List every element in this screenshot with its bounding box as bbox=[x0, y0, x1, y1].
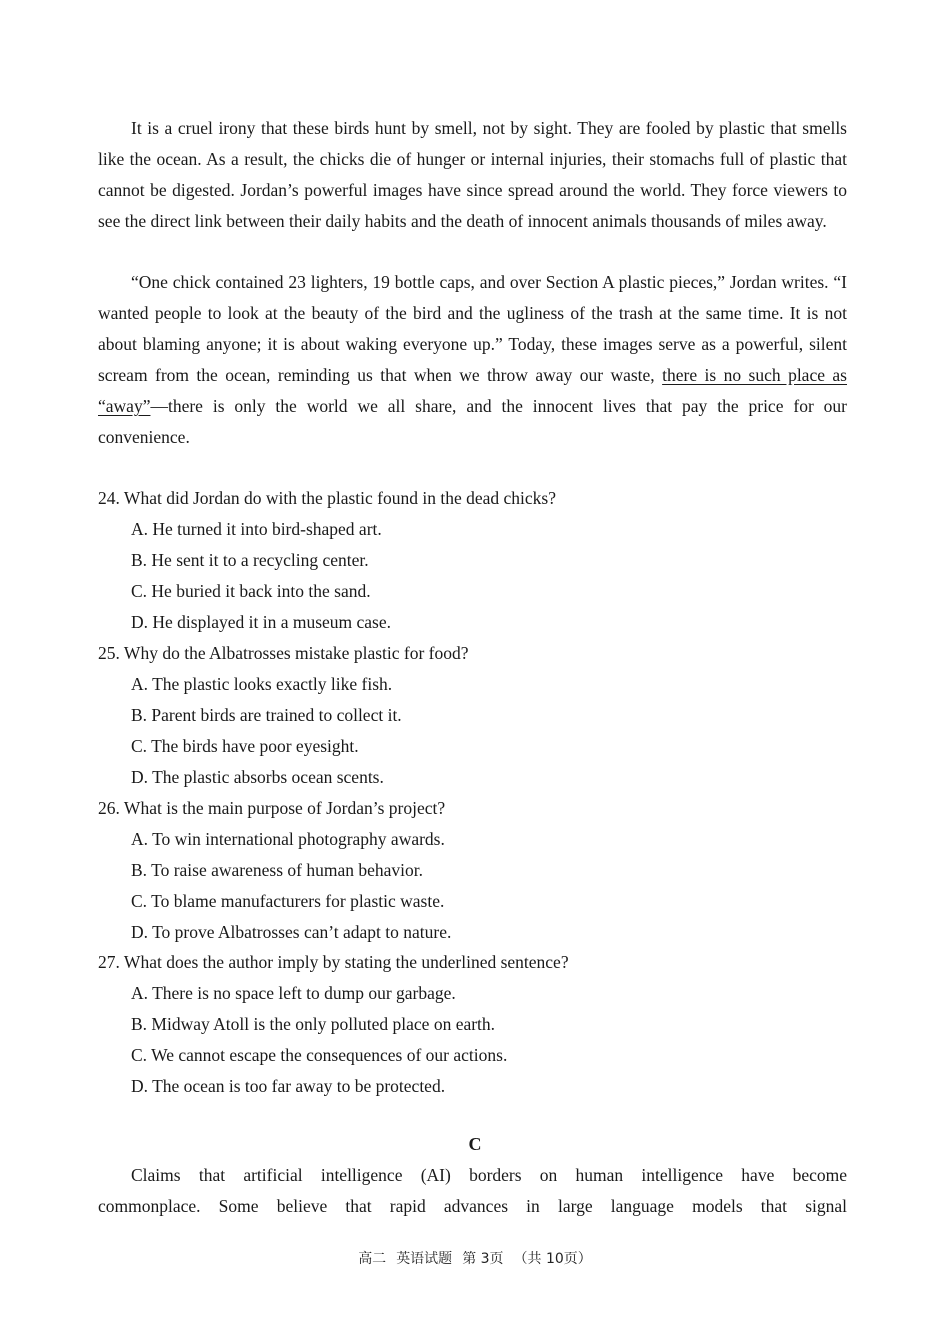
question-stem: 25. Why do the Albatrosses mistake plastic for food? bbox=[98, 643, 469, 663]
page-footer bbox=[0, 1249, 950, 1269]
passage-paragraph: It is a cruel irony that these birds hunt by smell, not by sight. They are fooled by plastic that smells like the ocean. As a result, the chicks die of hunger or internal injuries, their stomachs full of plastic that cannot be digested. Jordan’s powerful images have since spread around the world. They force viewers to see the direct link between their daily habits and the death of innocent animals thousands of miles away. bbox=[98, 118, 847, 231]
question-stem: 24. What did Jordan do with the plastic found in the dead chicks? bbox=[98, 488, 556, 508]
answer-option: D. To prove Albatrosses can’t adapt to nature. bbox=[131, 922, 452, 942]
underlined-sentence: there is no such place as “away” bbox=[98, 365, 847, 416]
section-heading: C bbox=[468, 1134, 482, 1154]
passage-paragraph bbox=[98, 267, 847, 453]
answer-option: C. We cannot escape the consequences of our actions. bbox=[131, 1045, 508, 1065]
question-stem: 27. What does the author imply by stating the underlined sentence? bbox=[98, 952, 569, 972]
answer-option: B. Midway Atoll is the only polluted place on earth. bbox=[131, 1014, 496, 1034]
paragraph-text: —there is only the world we all share, and the innocent lives that pay the price for our convenience. bbox=[98, 396, 847, 447]
answer-option: D. He displayed it in a museum case. bbox=[131, 612, 392, 632]
answer-option: A. There is no space left to dump our garbage. bbox=[131, 983, 456, 1003]
passage-line: commonplace. Some believe that rapid advances in large language models that signal bbox=[98, 1196, 847, 1216]
answer-option: D. The plastic absorbs ocean scents. bbox=[131, 767, 384, 787]
answer-option: B. To raise awareness of human behavior. bbox=[131, 860, 423, 880]
footer-page-number: 第 3页 bbox=[462, 1251, 504, 1267]
answer-option: D. The ocean is too far away to be protected. bbox=[131, 1076, 446, 1096]
answer-option: B. He sent it to a recycling center. bbox=[131, 550, 369, 570]
paragraph-text: “One chick contained 23 lighters, 19 bottle caps, and over Section A plastic pieces,” Jordan writes. “I wanted people to look at the beauty of the bird and the ugliness of the trash at the same time. It is not about blaming anyone; it is about waking everyone up.” Today, these images serve as a powerful, silent scream from the ocean, reminding us that when we throw away our waste, bbox=[98, 272, 847, 385]
passage-line: Claims that artificial intelligence (AI) borders on human intelligence have become bbox=[131, 1165, 847, 1185]
answer-option: C. He buried it back into the sand. bbox=[131, 581, 371, 601]
answer-option: B. Parent birds are trained to collect it. bbox=[131, 705, 402, 725]
question-stem: 26. What is the main purpose of Jordan’s project? bbox=[98, 798, 446, 818]
answer-option: C. To blame manufacturers for plastic waste. bbox=[131, 891, 445, 911]
answer-option: A. He turned it into bird-shaped art. bbox=[131, 519, 382, 539]
footer-subject: 英语试题 bbox=[396, 1251, 453, 1267]
footer-page-total: （共 10页） bbox=[513, 1251, 592, 1267]
answer-option: A. The plastic looks exactly like fish. bbox=[131, 674, 393, 694]
footer-grade: 高二 bbox=[358, 1251, 387, 1267]
answer-option: A. To win international photography awards. bbox=[131, 829, 445, 849]
answer-option: C. The birds have poor eyesight. bbox=[131, 736, 359, 756]
